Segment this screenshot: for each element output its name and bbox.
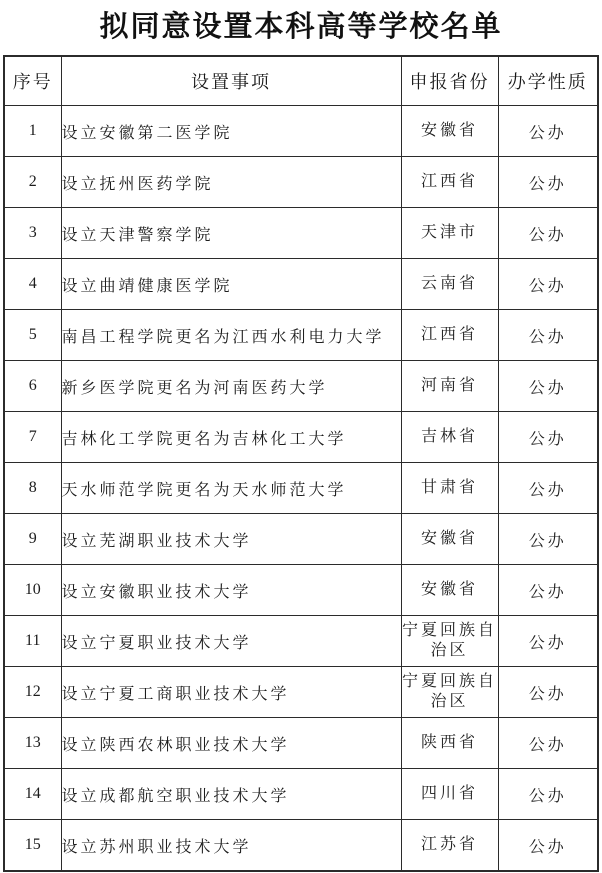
table-row <box>4 616 598 667</box>
setup-item: 设立安徽第二医学院 <box>61 106 401 157</box>
setup-item: 设立宁夏职业技术大学 <box>61 616 401 667</box>
setup-item: 设立宁夏工商职业技术大学 <box>61 667 401 718</box>
row-serial: 10 <box>4 565 61 616</box>
table-row <box>4 208 598 259</box>
province: 安徽省 <box>401 565 498 616</box>
school-nature: 公办 <box>498 412 598 463</box>
schools-table <box>3 55 599 872</box>
table-row <box>4 463 598 514</box>
table-row <box>4 412 598 463</box>
school-nature: 公办 <box>498 208 598 259</box>
table-row <box>4 514 598 565</box>
province: 江西省 <box>401 310 498 361</box>
province: 陕西省 <box>401 718 498 769</box>
province: 四川省 <box>401 769 498 820</box>
school-nature: 公办 <box>498 718 598 769</box>
table-row <box>4 361 598 412</box>
table-row <box>4 667 598 718</box>
school-nature: 公办 <box>498 157 598 208</box>
province: 云南省 <box>401 259 498 310</box>
school-nature: 公办 <box>498 769 598 820</box>
row-serial: 6 <box>4 361 61 412</box>
col-header-serial: 序号 <box>4 56 61 106</box>
row-serial: 3 <box>4 208 61 259</box>
row-serial: 12 <box>4 667 61 718</box>
province: 江西省 <box>401 157 498 208</box>
setup-item: 设立苏州职业技术大学 <box>61 820 401 872</box>
setup-item: 天水师范学院更名为天水师范大学 <box>61 463 401 514</box>
setup-item: 设立成都航空职业技术大学 <box>61 769 401 820</box>
row-serial: 1 <box>4 106 61 157</box>
page-title: 拟同意设置本科高等学校名单 <box>99 11 503 43</box>
table-row <box>4 565 598 616</box>
table-row <box>4 106 598 157</box>
row-serial: 5 <box>4 310 61 361</box>
school-nature: 公办 <box>498 820 598 872</box>
setup-item: 设立陕西农林职业技术大学 <box>61 718 401 769</box>
setup-item: 设立抚州医药学院 <box>61 157 401 208</box>
row-serial: 9 <box>4 514 61 565</box>
province: 安徽省 <box>401 514 498 565</box>
row-serial: 7 <box>4 412 61 463</box>
table-row <box>4 718 598 769</box>
table-row <box>4 820 598 872</box>
col-header-province: 申报省份 <box>401 56 498 106</box>
province: 吉林省 <box>401 412 498 463</box>
setup-item: 南昌工程学院更名为江西水利电力大学 <box>61 310 401 361</box>
setup-item: 设立曲靖健康医学院 <box>61 259 401 310</box>
setup-item: 设立天津警察学院 <box>61 208 401 259</box>
setup-item: 新乡医学院更名为河南医药大学 <box>61 361 401 412</box>
table-body <box>4 106 598 872</box>
school-nature: 公办 <box>498 310 598 361</box>
province: 河南省 <box>401 361 498 412</box>
province: 甘肃省 <box>401 463 498 514</box>
province: 天津市 <box>401 208 498 259</box>
table-row <box>4 157 598 208</box>
col-header-nature: 办学性质 <box>498 56 598 106</box>
province: 宁夏回族自治区 <box>401 616 498 667</box>
table-header <box>4 56 598 106</box>
school-nature: 公办 <box>498 667 598 718</box>
row-serial: 8 <box>4 463 61 514</box>
school-nature: 公办 <box>498 463 598 514</box>
row-serial: 13 <box>4 718 61 769</box>
header-row <box>4 56 598 106</box>
row-serial: 15 <box>4 820 61 872</box>
school-nature: 公办 <box>498 565 598 616</box>
province: 安徽省 <box>401 106 498 157</box>
table-row <box>4 310 598 361</box>
row-serial: 11 <box>4 616 61 667</box>
setup-item: 吉林化工学院更名为吉林化工大学 <box>61 412 401 463</box>
row-serial: 2 <box>4 157 61 208</box>
school-nature: 公办 <box>498 259 598 310</box>
setup-item: 设立安徽职业技术大学 <box>61 565 401 616</box>
province: 江苏省 <box>401 820 498 872</box>
row-serial: 4 <box>4 259 61 310</box>
col-header-item: 设置事项 <box>61 56 401 106</box>
school-nature: 公办 <box>498 616 598 667</box>
school-nature: 公办 <box>498 514 598 565</box>
school-nature: 公办 <box>498 361 598 412</box>
setup-item: 设立芜湖职业技术大学 <box>61 514 401 565</box>
table-row <box>4 769 598 820</box>
table-row <box>4 259 598 310</box>
row-serial: 14 <box>4 769 61 820</box>
school-nature: 公办 <box>498 106 598 157</box>
province: 宁夏回族自治区 <box>401 667 498 718</box>
